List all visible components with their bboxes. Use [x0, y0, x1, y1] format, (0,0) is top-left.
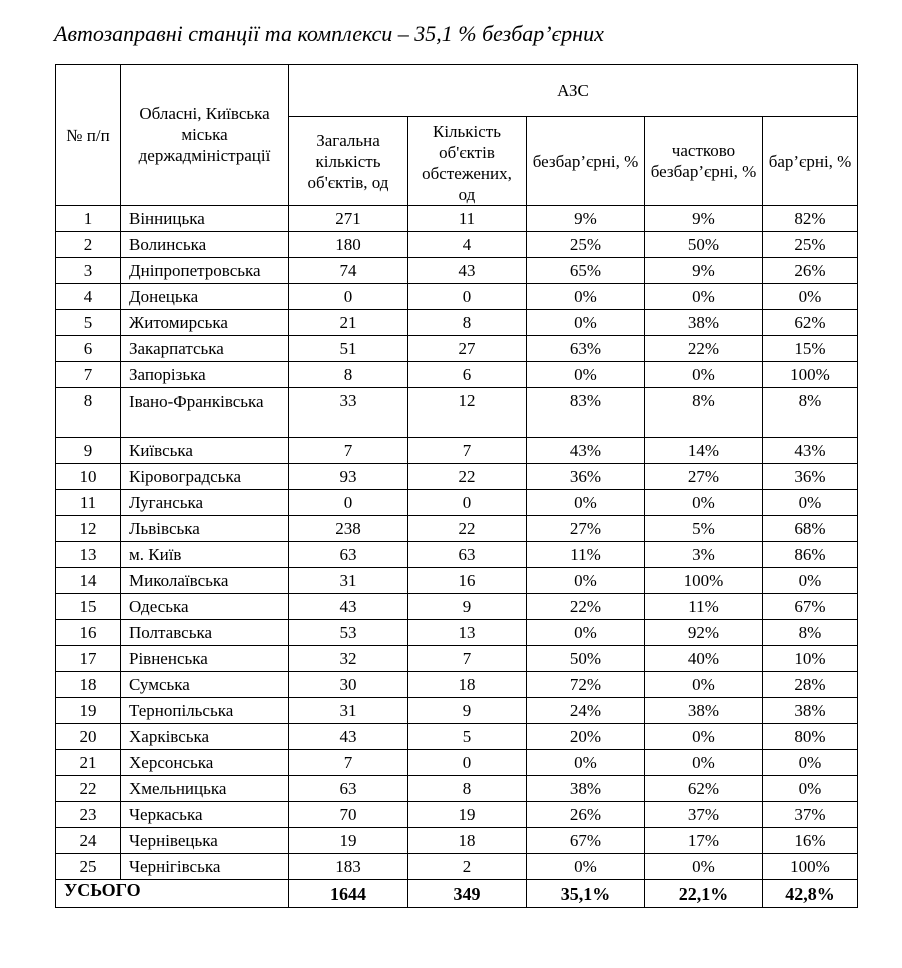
row-region: Житомирська — [121, 310, 289, 336]
row-total-objects: 238 — [289, 516, 408, 542]
row-number: 9 — [56, 438, 121, 464]
row-total-objects: 21 — [289, 310, 408, 336]
totals-total: 1644 — [289, 880, 408, 908]
row-partially-barrier-free: 5% — [645, 516, 763, 542]
row-number: 11 — [56, 490, 121, 516]
row-partially-barrier-free: 38% — [645, 698, 763, 724]
row-barrier-free: 38% — [527, 776, 645, 802]
row-barrier: 62% — [763, 310, 858, 336]
row-total-objects: 30 — [289, 672, 408, 698]
row-number: 6 — [56, 336, 121, 362]
row-partially-barrier-free: 62% — [645, 776, 763, 802]
row-surveyed-objects: 9 — [408, 698, 527, 724]
table-row — [56, 258, 858, 284]
totals-partially-barrier-free: 22,1% — [645, 880, 763, 908]
row-number: 23 — [56, 802, 121, 828]
row-surveyed-objects: 43 — [408, 258, 527, 284]
row-total-objects: 183 — [289, 854, 408, 880]
row-surveyed-objects: 19 — [408, 802, 527, 828]
row-partially-barrier-free: 11% — [645, 594, 763, 620]
row-number: 17 — [56, 646, 121, 672]
row-barrier-free: 25% — [527, 232, 645, 258]
row-region: Сумська — [121, 672, 289, 698]
table-row — [56, 310, 858, 336]
row-barrier-free: 9% — [527, 206, 645, 232]
row-region: Хмельницька — [121, 776, 289, 802]
row-number: 12 — [56, 516, 121, 542]
row-barrier-free: 36% — [527, 464, 645, 490]
table-row — [56, 336, 858, 362]
row-barrier: 36% — [763, 464, 858, 490]
row-total-objects: 53 — [289, 620, 408, 646]
row-barrier: 86% — [763, 542, 858, 568]
row-region: Черкаська — [121, 802, 289, 828]
row-region: Чернігівська — [121, 854, 289, 880]
gas-stations-accessibility-table — [55, 64, 858, 908]
row-total-objects: 43 — [289, 724, 408, 750]
header-group-azs: АЗС — [289, 65, 858, 117]
table-row — [56, 284, 858, 310]
row-partially-barrier-free: 27% — [645, 464, 763, 490]
row-partially-barrier-free: 92% — [645, 620, 763, 646]
row-surveyed-objects: 63 — [408, 542, 527, 568]
row-number: 4 — [56, 284, 121, 310]
row-number: 2 — [56, 232, 121, 258]
row-barrier-free: 0% — [527, 310, 645, 336]
row-partially-barrier-free: 9% — [645, 258, 763, 284]
row-barrier: 37% — [763, 802, 858, 828]
row-total-objects: 7 — [289, 438, 408, 464]
row-total-objects: 0 — [289, 490, 408, 516]
row-partially-barrier-free: 0% — [645, 724, 763, 750]
row-barrier: 43% — [763, 438, 858, 464]
row-barrier: 8% — [763, 620, 858, 646]
row-surveyed-objects: 2 — [408, 854, 527, 880]
table-row — [56, 802, 858, 828]
row-barrier-free: 0% — [527, 568, 645, 594]
row-barrier: 28% — [763, 672, 858, 698]
row-barrier: 67% — [763, 594, 858, 620]
row-barrier: 8% — [763, 388, 858, 438]
row-surveyed-objects: 0 — [408, 750, 527, 776]
row-total-objects: 271 — [289, 206, 408, 232]
row-surveyed-objects: 6 — [408, 362, 527, 388]
row-partially-barrier-free: 8% — [645, 388, 763, 438]
row-partially-barrier-free: 38% — [645, 310, 763, 336]
row-region: Луганська — [121, 490, 289, 516]
row-surveyed-objects: 12 — [408, 388, 527, 438]
row-partially-barrier-free: 0% — [645, 750, 763, 776]
table-row — [56, 542, 858, 568]
header-barrier: бар’єрні, % — [763, 117, 858, 206]
table-row — [56, 594, 858, 620]
row-number: 13 — [56, 542, 121, 568]
row-region: Донецька — [121, 284, 289, 310]
row-barrier-free: 83% — [527, 388, 645, 438]
row-region: Харківська — [121, 724, 289, 750]
row-surveyed-objects: 13 — [408, 620, 527, 646]
totals-label: УСЬОГО — [56, 880, 289, 908]
row-number: 7 — [56, 362, 121, 388]
row-number: 5 — [56, 310, 121, 336]
totals-surveyed: 349 — [408, 880, 527, 908]
row-surveyed-objects: 22 — [408, 464, 527, 490]
row-partially-barrier-free: 0% — [645, 854, 763, 880]
row-barrier: 80% — [763, 724, 858, 750]
row-region: м. Київ — [121, 542, 289, 568]
row-surveyed-objects: 7 — [408, 646, 527, 672]
row-number: 22 — [56, 776, 121, 802]
header-partially-barrier-free: частково безбар’єрні, % — [645, 117, 763, 206]
row-total-objects: 31 — [289, 698, 408, 724]
row-total-objects: 19 — [289, 828, 408, 854]
row-number: 1 — [56, 206, 121, 232]
row-number: 24 — [56, 828, 121, 854]
row-region: Рівненська — [121, 646, 289, 672]
document-title: Автозаправні станції та комплекси – 35,1 % безбар’єрних — [54, 21, 604, 46]
table-row — [56, 464, 858, 490]
row-surveyed-objects: 0 — [408, 284, 527, 310]
table-row — [56, 672, 858, 698]
row-region: Одеська — [121, 594, 289, 620]
row-barrier-free: 0% — [527, 750, 645, 776]
row-number: 19 — [56, 698, 121, 724]
table-row — [56, 438, 858, 464]
row-region: Тернопільська — [121, 698, 289, 724]
row-surveyed-objects: 5 — [408, 724, 527, 750]
row-number: 18 — [56, 672, 121, 698]
row-surveyed-objects: 0 — [408, 490, 527, 516]
table-row — [56, 620, 858, 646]
header-region: Обласні, Київська міська держадміністрації — [121, 65, 289, 206]
row-barrier: 15% — [763, 336, 858, 362]
row-surveyed-objects: 4 — [408, 232, 527, 258]
row-partially-barrier-free: 50% — [645, 232, 763, 258]
row-surveyed-objects: 18 — [408, 672, 527, 698]
row-total-objects: 74 — [289, 258, 408, 284]
row-barrier: 0% — [763, 750, 858, 776]
row-barrier-free: 0% — [527, 854, 645, 880]
row-region: Київська — [121, 438, 289, 464]
table-row — [56, 388, 858, 438]
row-partially-barrier-free: 0% — [645, 672, 763, 698]
table-row — [56, 724, 858, 750]
row-region: Херсонська — [121, 750, 289, 776]
row-number: 25 — [56, 854, 121, 880]
table-row — [56, 750, 858, 776]
row-number: 15 — [56, 594, 121, 620]
totals-barrier-free: 35,1% — [527, 880, 645, 908]
row-total-objects: 180 — [289, 232, 408, 258]
table-row — [56, 516, 858, 542]
row-surveyed-objects: 8 — [408, 776, 527, 802]
table-row — [56, 206, 858, 232]
row-barrier: 0% — [763, 490, 858, 516]
row-barrier: 100% — [763, 854, 858, 880]
row-number: 10 — [56, 464, 121, 490]
row-region: Полтавська — [121, 620, 289, 646]
row-region: Запорізька — [121, 362, 289, 388]
table-row — [56, 646, 858, 672]
header-number: № п/п — [56, 65, 121, 206]
row-barrier: 82% — [763, 206, 858, 232]
row-total-objects: 31 — [289, 568, 408, 594]
row-region: Вінницька — [121, 206, 289, 232]
row-partially-barrier-free: 100% — [645, 568, 763, 594]
row-region: Дніпропетровська — [121, 258, 289, 284]
row-partially-barrier-free: 17% — [645, 828, 763, 854]
row-barrier: 100% — [763, 362, 858, 388]
totals-row — [56, 880, 858, 908]
row-region: Волинська — [121, 232, 289, 258]
row-barrier-free: 65% — [527, 258, 645, 284]
table-row — [56, 854, 858, 880]
row-barrier-free: 0% — [527, 362, 645, 388]
row-surveyed-objects: 11 — [408, 206, 527, 232]
row-barrier: 0% — [763, 776, 858, 802]
row-barrier-free: 0% — [527, 284, 645, 310]
row-region: Кіровоградська — [121, 464, 289, 490]
row-total-objects: 8 — [289, 362, 408, 388]
table-row — [56, 490, 858, 516]
row-number: 3 — [56, 258, 121, 284]
row-barrier: 38% — [763, 698, 858, 724]
row-barrier: 10% — [763, 646, 858, 672]
row-partially-barrier-free: 9% — [645, 206, 763, 232]
row-barrier: 16% — [763, 828, 858, 854]
row-partially-barrier-free: 22% — [645, 336, 763, 362]
row-number: 20 — [56, 724, 121, 750]
row-total-objects: 63 — [289, 542, 408, 568]
table-row — [56, 698, 858, 724]
row-surveyed-objects: 18 — [408, 828, 527, 854]
row-partially-barrier-free: 0% — [645, 284, 763, 310]
row-total-objects: 51 — [289, 336, 408, 362]
row-surveyed-objects: 8 — [408, 310, 527, 336]
row-region: Львівська — [121, 516, 289, 542]
row-partially-barrier-free: 3% — [645, 542, 763, 568]
row-total-objects: 70 — [289, 802, 408, 828]
row-number: 14 — [56, 568, 121, 594]
row-surveyed-objects: 16 — [408, 568, 527, 594]
row-barrier: 26% — [763, 258, 858, 284]
row-total-objects: 63 — [289, 776, 408, 802]
row-region: Закарпатська — [121, 336, 289, 362]
row-barrier-free: 72% — [527, 672, 645, 698]
row-barrier-free: 26% — [527, 802, 645, 828]
row-barrier-free: 11% — [527, 542, 645, 568]
row-surveyed-objects: 9 — [408, 594, 527, 620]
row-barrier-free: 0% — [527, 490, 645, 516]
row-region: Івано-Франківська — [121, 388, 289, 438]
row-number: 16 — [56, 620, 121, 646]
row-barrier: 0% — [763, 284, 858, 310]
row-surveyed-objects: 7 — [408, 438, 527, 464]
row-barrier-free: 20% — [527, 724, 645, 750]
header-surveyed-objects: Кількість об'єктів обстежених, од — [408, 117, 527, 206]
row-barrier-free: 43% — [527, 438, 645, 464]
row-barrier-free: 63% — [527, 336, 645, 362]
row-partially-barrier-free: 0% — [645, 490, 763, 516]
row-total-objects: 33 — [289, 388, 408, 438]
row-number: 8 — [56, 388, 121, 438]
row-region: Миколаївська — [121, 568, 289, 594]
row-total-objects: 93 — [289, 464, 408, 490]
table-row — [56, 776, 858, 802]
header-total-objects: Загальна кількість об'єктів, од — [289, 117, 408, 206]
row-barrier: 25% — [763, 232, 858, 258]
row-partially-barrier-free: 37% — [645, 802, 763, 828]
totals-barrier: 42,8% — [763, 880, 858, 908]
row-barrier-free: 67% — [527, 828, 645, 854]
row-total-objects: 7 — [289, 750, 408, 776]
row-partially-barrier-free: 0% — [645, 362, 763, 388]
row-barrier: 0% — [763, 568, 858, 594]
table-row — [56, 232, 858, 258]
row-barrier-free: 50% — [527, 646, 645, 672]
row-barrier-free: 22% — [527, 594, 645, 620]
header-barrier-free: безбар’єрні, % — [527, 117, 645, 206]
row-region: Чернівецька — [121, 828, 289, 854]
row-surveyed-objects: 22 — [408, 516, 527, 542]
row-barrier: 68% — [763, 516, 858, 542]
row-total-objects: 43 — [289, 594, 408, 620]
row-total-objects: 32 — [289, 646, 408, 672]
row-surveyed-objects: 27 — [408, 336, 527, 362]
row-number: 21 — [56, 750, 121, 776]
row-partially-barrier-free: 14% — [645, 438, 763, 464]
row-barrier-free: 0% — [527, 620, 645, 646]
row-barrier-free: 24% — [527, 698, 645, 724]
table-row — [56, 828, 858, 854]
table-row — [56, 362, 858, 388]
table-row — [56, 568, 858, 594]
row-partially-barrier-free: 40% — [645, 646, 763, 672]
table-body — [56, 206, 858, 880]
row-total-objects: 0 — [289, 284, 408, 310]
row-barrier-free: 27% — [527, 516, 645, 542]
